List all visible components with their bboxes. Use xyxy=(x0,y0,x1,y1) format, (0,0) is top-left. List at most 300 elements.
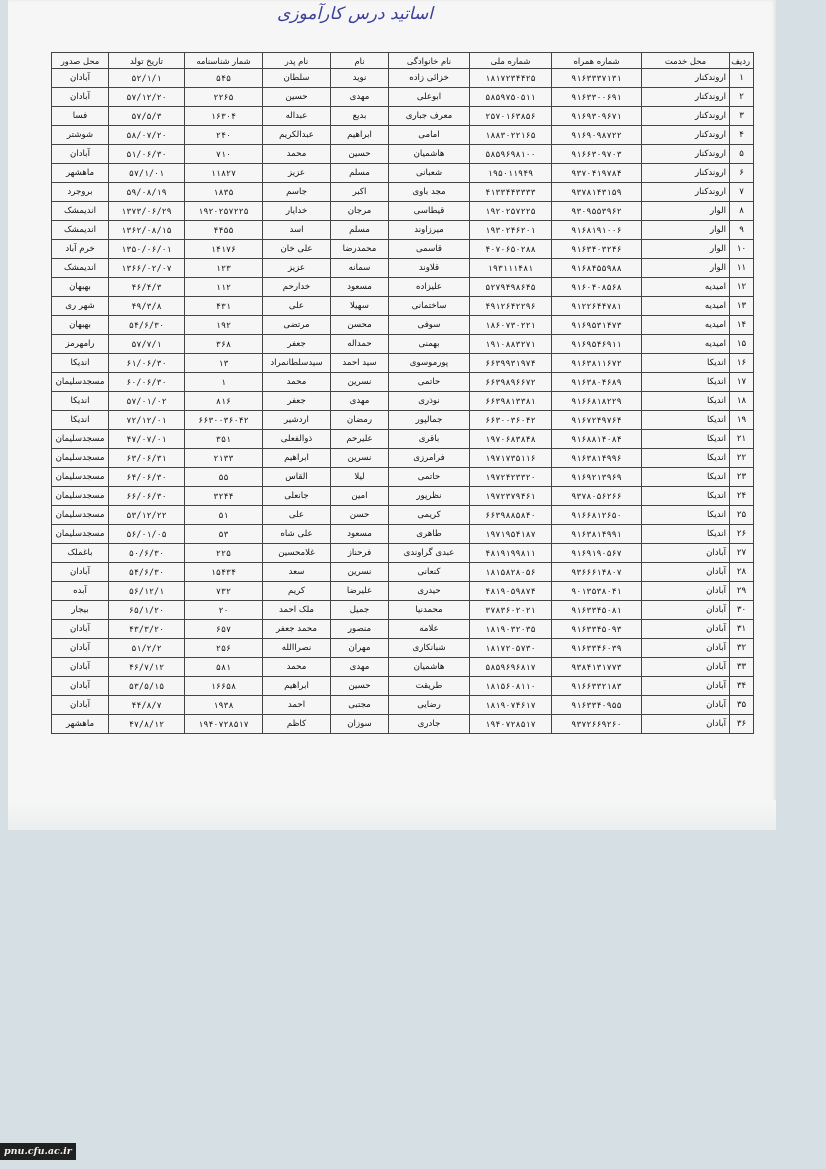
table-cell: اروندکنار xyxy=(642,69,730,88)
table-cell: مجد باوی xyxy=(389,183,470,202)
table-cell: ۵۱ xyxy=(185,506,263,525)
table-cell: رمضان xyxy=(331,411,389,430)
table-cell: اندیکا xyxy=(642,354,730,373)
table-cell: ۵۷/۵/۳ xyxy=(109,107,185,126)
table-cell: الوار xyxy=(642,259,730,278)
table-cell: ملک احمد xyxy=(263,601,331,620)
table-cell: ۱۸۱۷۲۳۴۴۲۵ xyxy=(470,69,552,88)
table-cell: ۴۹/۳/۸ xyxy=(109,297,185,316)
table-cell: غلامحسین xyxy=(263,544,331,563)
table-cell: پورموسوی xyxy=(389,354,470,373)
table-cell: آبادان xyxy=(642,696,730,715)
table-cell: ۲۵۶ xyxy=(185,639,263,658)
table-row xyxy=(52,69,754,88)
table-cell: ۴۸۱۹۱۹۹۸۱۱ xyxy=(470,544,552,563)
table-cell: هاشمیان xyxy=(389,145,470,164)
table-cell: مسعود xyxy=(331,278,389,297)
table-cell: ۸۱۶ xyxy=(185,392,263,411)
table-header-row xyxy=(52,53,754,69)
table-cell: ۴۰۷۰۶۵۰۲۸۸ xyxy=(470,240,552,259)
table-cell: امین xyxy=(331,487,389,506)
table-cell: ۲۲۵ xyxy=(185,544,263,563)
table-cell: مهدی xyxy=(331,88,389,107)
table-row xyxy=(52,696,754,715)
table-cell: ۱۸۱۵۶۰۸۱۱۰ xyxy=(470,677,552,696)
table-cell: ۵۳ xyxy=(185,525,263,544)
table-cell: شهر ری xyxy=(52,297,109,316)
table-cell: ۱۸۶۰۷۳۰۲۲۱ xyxy=(470,316,552,335)
table-cell: ۹۳۷۲۶۶۹۲۶۰ xyxy=(552,715,642,734)
table-cell: اروندکنار xyxy=(642,107,730,126)
table-cell: عبدالکریم xyxy=(263,126,331,145)
table-cell: ۲۵ xyxy=(730,506,754,525)
table-cell: ۵۴/۶/۳۰ xyxy=(109,316,185,335)
table-cell: منصور xyxy=(331,620,389,639)
table-cell: ۳ xyxy=(730,107,754,126)
table-cell: نسرین xyxy=(331,563,389,582)
table-cell: محمد xyxy=(263,373,331,392)
table-cell: ۹۱۶۸۸۱۴۰۸۴ xyxy=(552,430,642,449)
table-cell: امامی xyxy=(389,126,470,145)
column-header: نام xyxy=(331,53,389,69)
table-row xyxy=(52,164,754,183)
table-cell: ۹۳۰۹۵۵۳۹۶۲ xyxy=(552,202,642,221)
table-cell: مسلم xyxy=(331,164,389,183)
table-cell: ۹۱۶۳۸۰۴۶۸۹ xyxy=(552,373,642,392)
table-cell: ۴۳/۳/۲۰ xyxy=(109,620,185,639)
table-cell: ۱۹۳۱۱۱۴۸۱ xyxy=(470,259,552,278)
table-cell: ۶۱/۰۶/۳۰ xyxy=(109,354,185,373)
table-cell: ۱۱۸۲۷ xyxy=(185,164,263,183)
table-row xyxy=(52,107,754,126)
table-cell: محمدنیا xyxy=(389,601,470,620)
table-cell: اندیمشک xyxy=(52,202,109,221)
table-cell: عزیز xyxy=(263,164,331,183)
table-cell: ۵۲۷۹۴۹۸۶۴۵ xyxy=(470,278,552,297)
table-body xyxy=(52,69,754,734)
table-cell: ۱۳۷۳/۰۶/۲۹ xyxy=(109,202,185,221)
table-cell: ۷۱۰ xyxy=(185,145,263,164)
table-cell: بهمنی xyxy=(389,335,470,354)
table-cell: سیدسلطانمراد xyxy=(263,354,331,373)
table-cell: سهیلا xyxy=(331,297,389,316)
table-cell: ۵۵ xyxy=(185,468,263,487)
table-cell: ۹۱۶۷۲۴۹۷۶۴ xyxy=(552,411,642,430)
table-row xyxy=(52,240,754,259)
table-cell: ۹۱۶۶۳۰۹۷۰۳ xyxy=(552,145,642,164)
column-header: شمار شناسنامه xyxy=(185,53,263,69)
table-cell: هاشمیان xyxy=(389,658,470,677)
table-cell: آبادان xyxy=(642,677,730,696)
table-cell: قلاوند xyxy=(389,259,470,278)
table-cell: حیدری xyxy=(389,582,470,601)
table-cell: ۹۱۲۲۶۴۴۷۸۱ xyxy=(552,297,642,316)
table-cell: ۹۱۶۹۵۳۱۴۷۳ xyxy=(552,316,642,335)
table-cell: آبادان xyxy=(52,658,109,677)
table-row xyxy=(52,658,754,677)
table-cell: ۱۹۷۱۹۵۴۱۸۷ xyxy=(470,525,552,544)
table-row xyxy=(52,487,754,506)
table-cell: ابراهیم xyxy=(263,449,331,468)
table-cell: محمد xyxy=(263,658,331,677)
table-row xyxy=(52,506,754,525)
table-cell: علی xyxy=(263,506,331,525)
table-cell: الوار xyxy=(642,240,730,259)
table-cell: ۲۲۶۵ xyxy=(185,88,263,107)
table-cell: ۹۱۶۰۴۰۸۵۶۸ xyxy=(552,278,642,297)
table-cell: ۵۸۵۹۷۵۰۵۱۱ xyxy=(470,88,552,107)
table-cell: ۵۴۵ xyxy=(185,69,263,88)
table-cell: ۱۹۷۲۴۲۳۳۲۰ xyxy=(470,468,552,487)
table-cell: آبادان xyxy=(52,639,109,658)
table-cell: اندیکا xyxy=(52,411,109,430)
table-cell: مسجدسلیمان xyxy=(52,430,109,449)
table-cell: باقری xyxy=(389,430,470,449)
table-cell: اروندکنار xyxy=(642,126,730,145)
table-cell: ۲۵۷۰۱۶۳۸۵۶ xyxy=(470,107,552,126)
table-cell: خرم آباد xyxy=(52,240,109,259)
table-cell: حاتمی xyxy=(389,373,470,392)
table-cell: حاتمی xyxy=(389,468,470,487)
table-cell: ۱۸۳۵ xyxy=(185,183,263,202)
table-cell: مسجدسلیمان xyxy=(52,525,109,544)
table-cell: مسجدسلیمان xyxy=(52,449,109,468)
table-cell: مسجدسلیمان xyxy=(52,506,109,525)
table-cell: ۱۸۸۳۰۲۲۱۶۵ xyxy=(470,126,552,145)
table-cell: ۹۱۶۳۸۱۱۶۷۲ xyxy=(552,354,642,373)
table-cell: ۳۵۱ xyxy=(185,430,263,449)
table-cell: اندیمشک xyxy=(52,259,109,278)
table-cell: ۲ xyxy=(730,88,754,107)
table-cell: خدارحم xyxy=(263,278,331,297)
instructors-table xyxy=(51,52,754,734)
table-cell: جانعلی xyxy=(263,487,331,506)
table-cell: ۱۹۴۰۷۲۸۵۱۷ xyxy=(185,715,263,734)
table-cell: ۱۹۲ xyxy=(185,316,263,335)
table-cell: ۴۶/۴/۳ xyxy=(109,278,185,297)
table-cell: ۲۸ xyxy=(730,563,754,582)
table-cell: طریقت xyxy=(389,677,470,696)
table-row xyxy=(52,297,754,316)
table-cell: نسرین xyxy=(331,373,389,392)
table-cell: علی خان xyxy=(263,240,331,259)
table-cell: آبادان xyxy=(642,563,730,582)
table-cell: مرجان xyxy=(331,202,389,221)
table-cell: رامهرمز xyxy=(52,335,109,354)
table-cell: ۹۱۶۹۲۱۳۹۶۹ xyxy=(552,468,642,487)
table-cell: ۱۵ xyxy=(730,335,754,354)
column-header: محل خدمت xyxy=(642,53,730,69)
column-header: تاریخ تولد xyxy=(109,53,185,69)
table-cell: ۱۹۲۰۲۵۷۲۲۵ xyxy=(185,202,263,221)
table-row xyxy=(52,88,754,107)
table-cell: بیجار xyxy=(52,601,109,620)
table-row xyxy=(52,430,754,449)
table-row xyxy=(52,449,754,468)
table-cell: معرف جباری xyxy=(389,107,470,126)
table-cell: اندیکا xyxy=(52,392,109,411)
table-cell: ۱۳۶۶/۰۲/۰۷ xyxy=(109,259,185,278)
table-cell: آبادان xyxy=(642,582,730,601)
table-cell: قیطاسی xyxy=(389,202,470,221)
table-cell: ۱۸۱۹۰۳۲۰۳۵ xyxy=(470,620,552,639)
table-cell: لیلا xyxy=(331,468,389,487)
table-cell: ۵۰/۶/۳۰ xyxy=(109,544,185,563)
table-cell: مهدی xyxy=(331,392,389,411)
table-cell: ۵۷/۷/۱ xyxy=(109,335,185,354)
table-cell: اندیکا xyxy=(642,411,730,430)
table-cell: ۱۳۵۰/۰۶/۰۱ xyxy=(109,240,185,259)
table-cell: ۱۶۳۰۴ xyxy=(185,107,263,126)
table-cell: ۵۶/۱۲/۱ xyxy=(109,582,185,601)
table-cell: ۹۱۶۳۴۰۳۲۴۶ xyxy=(552,240,642,259)
table-row xyxy=(52,620,754,639)
table-cell: ۶۳/۰۶/۳۱ xyxy=(109,449,185,468)
table-row xyxy=(52,468,754,487)
table-cell: ۵۷/۱/۰۱ xyxy=(109,164,185,183)
table-cell: ۱۱۲ xyxy=(185,278,263,297)
table-cell: ۶۵/۱/۲۰ xyxy=(109,601,185,620)
table-cell: ۴۳۱ xyxy=(185,297,263,316)
table-cell: اکبر xyxy=(331,183,389,202)
table-cell: ۶۰/۰۶/۳۰ xyxy=(109,373,185,392)
table-cell: ۱۹۱۰۸۸۳۲۷۱ xyxy=(470,335,552,354)
table-cell: اروندکنار xyxy=(642,183,730,202)
table-cell: امیدیه xyxy=(642,335,730,354)
table-cell: ۱۹۳۰۲۴۶۲۰۱ xyxy=(470,221,552,240)
table-cell: جاسم xyxy=(263,183,331,202)
table-cell: ۶۶۳۰۰۳۶۰۴۲ xyxy=(470,411,552,430)
table-cell: ۹۱۶۳۳۰۰۶۹۱ xyxy=(552,88,642,107)
table-cell: ۹۱۶۳۳۴۵۰۸۱ xyxy=(552,601,642,620)
table-cell: القاس xyxy=(263,468,331,487)
table-cell: آبادان xyxy=(52,620,109,639)
table-cell: ۱۸ xyxy=(730,392,754,411)
table-cell: ۱۳۶۲/۰۸/۱۵ xyxy=(109,221,185,240)
table-cell: الوار xyxy=(642,221,730,240)
table-cell: ۲۱۳۳ xyxy=(185,449,263,468)
table-cell: اندیکا xyxy=(642,525,730,544)
table-cell: باغملک xyxy=(52,544,109,563)
table-cell: ۱۹۷۲۳۷۹۴۶۱ xyxy=(470,487,552,506)
table-cell: آبادان xyxy=(642,658,730,677)
table-cell: ۲۰ xyxy=(185,601,263,620)
table-cell: ۹ xyxy=(730,221,754,240)
table-cell: سوفی xyxy=(389,316,470,335)
table-cell: ابراهیم xyxy=(263,677,331,696)
table-cell: ۴۷/۸/۱۲ xyxy=(109,715,185,734)
table-cell: ابوعلی xyxy=(389,88,470,107)
table-row xyxy=(52,316,754,335)
table-cell: ۶۶۳۹۸۸۵۸۴۰ xyxy=(470,506,552,525)
column-header: نام پدر xyxy=(263,53,331,69)
table-cell: فسا xyxy=(52,107,109,126)
table-cell: آبادان xyxy=(52,88,109,107)
table-cell: ۵۸/۰۷/۲۰ xyxy=(109,126,185,145)
table-row xyxy=(52,259,754,278)
table-cell: ۵۱/۲/۲ xyxy=(109,639,185,658)
table-cell: نظرپور xyxy=(389,487,470,506)
table-cell: ۱۵۴۳۴ xyxy=(185,563,263,582)
table-row xyxy=(52,202,754,221)
table-cell: مهران xyxy=(331,639,389,658)
table-cell: ۶۴/۰۶/۳۰ xyxy=(109,468,185,487)
table-cell: ۴۱۳۳۴۴۳۳۳۳ xyxy=(470,183,552,202)
table-cell: آبادان xyxy=(52,677,109,696)
table-cell: کریم xyxy=(263,582,331,601)
table-cell: ۱۲ xyxy=(730,278,754,297)
site-watermark: pnu.cfu.ac.ir xyxy=(0,1143,76,1160)
table-cell: ۹۳۶۶۶۱۴۸۰۷ xyxy=(552,563,642,582)
table-cell: ۱۸۱۷۲۰۵۷۳۰ xyxy=(470,639,552,658)
table-cell: حسین xyxy=(331,677,389,696)
table-cell: سوزان xyxy=(331,715,389,734)
table-row xyxy=(52,126,754,145)
table-cell: ۱۳ xyxy=(730,297,754,316)
table-cell: ۳۲ xyxy=(730,639,754,658)
table-cell: ۳۶۸ xyxy=(185,335,263,354)
table-cell: مجتبی xyxy=(331,696,389,715)
table-cell: محسن xyxy=(331,316,389,335)
table-cell: مهدی xyxy=(331,658,389,677)
table-cell: ۹۱۶۶۸۱۲۶۵۰ xyxy=(552,506,642,525)
table-cell: ۸ xyxy=(730,202,754,221)
table-cell: ۶۶/۰۶/۳۰ xyxy=(109,487,185,506)
table-cell: نصراالله xyxy=(263,639,331,658)
table-cell: جمالپور xyxy=(389,411,470,430)
table-cell: آبادان xyxy=(52,69,109,88)
table-cell: علیرضا xyxy=(331,582,389,601)
table-cell: مرتضی xyxy=(263,316,331,335)
table-cell: عزیز xyxy=(263,259,331,278)
table-cell: ۱۹۲۰۲۵۷۲۲۵ xyxy=(470,202,552,221)
table-cell: ۷۲/۱۲/۰۱ xyxy=(109,411,185,430)
table-cell: ۵۸۵۹۶۹۸۱۰۰ xyxy=(470,145,552,164)
table-row xyxy=(52,677,754,696)
table-cell: حسن xyxy=(331,506,389,525)
table-cell: عبداله xyxy=(263,107,331,126)
table-cell: رضایی xyxy=(389,696,470,715)
table-cell: ۱۹ xyxy=(730,411,754,430)
table-cell: ۹۱۶۹۰۹۸۷۲۲ xyxy=(552,126,642,145)
table-cell: کاظم xyxy=(263,715,331,734)
table-cell: فرامرزی xyxy=(389,449,470,468)
table-row xyxy=(52,221,754,240)
table-cell: ۹۱۶۳۸۱۴۹۹۱ xyxy=(552,525,642,544)
table-cell: جمیل xyxy=(331,601,389,620)
table-cell: ماهشهر xyxy=(52,164,109,183)
table-cell: ۷ xyxy=(730,183,754,202)
table-cell: ۳۵ xyxy=(730,696,754,715)
table-cell: شوشتر xyxy=(52,126,109,145)
table-cell: ۲۶ xyxy=(730,525,754,544)
table-cell: ۱۴۱۷۶ xyxy=(185,240,263,259)
table-row xyxy=(52,278,754,297)
table-cell: ۹۳۸۴۱۳۱۷۷۳ xyxy=(552,658,642,677)
table-cell: ۴۶/۷/۱۲ xyxy=(109,658,185,677)
table-cell: ۳۱ xyxy=(730,620,754,639)
table-cell: بهبهان xyxy=(52,278,109,297)
table-cell: آبادان xyxy=(642,544,730,563)
table-cell: ۹۱۶۹۳۰۹۶۷۱ xyxy=(552,107,642,126)
table-cell: اندیمشک xyxy=(52,221,109,240)
table-cell: نوذری xyxy=(389,392,470,411)
table-cell: ۹۱۶۳۸۱۴۹۹۶ xyxy=(552,449,642,468)
table-cell: ۱۲۳ xyxy=(185,259,263,278)
table-cell: محمدرضا xyxy=(331,240,389,259)
table-cell: ۵۹/۰۸/۱۹ xyxy=(109,183,185,202)
table-cell: ۱۴ xyxy=(730,316,754,335)
table-cell: ۱۹۵۰۱۱۹۴۹ xyxy=(470,164,552,183)
table-cell: ۱۷ xyxy=(730,373,754,392)
table-cell: عبدی گراوندی xyxy=(389,544,470,563)
table-cell: علیرحم xyxy=(331,430,389,449)
table-cell: ۱ xyxy=(185,373,263,392)
table-cell: ۱ xyxy=(730,69,754,88)
table-cell: فرحناز xyxy=(331,544,389,563)
table-cell: مسلم xyxy=(331,221,389,240)
table-cell: ۳۰ xyxy=(730,601,754,620)
table-cell: ۲۱ xyxy=(730,430,754,449)
table-cell: نوید xyxy=(331,69,389,88)
table-cell: ۴۷/۰۷/۰۱ xyxy=(109,430,185,449)
table-cell: ۴۸۱۹۰۵۹۸۷۴ xyxy=(470,582,552,601)
table-cell: جعفر xyxy=(263,335,331,354)
table-cell: ذوالفعلی xyxy=(263,430,331,449)
table-cell: ۶ xyxy=(730,164,754,183)
table-cell: جادری xyxy=(389,715,470,734)
table-cell: اردشیر xyxy=(263,411,331,430)
table-row xyxy=(52,354,754,373)
table-cell: آبادان xyxy=(52,145,109,164)
table-cell: ۵۷/۱۲/۲۰ xyxy=(109,88,185,107)
table-row xyxy=(52,183,754,202)
table-cell: ۵۶/۰۱/۰۵ xyxy=(109,525,185,544)
table-cell: ۲۴ xyxy=(730,487,754,506)
table-cell: ۶۶۳۹۹۳۱۹۷۴ xyxy=(470,354,552,373)
table-cell: ۵ xyxy=(730,145,754,164)
column-header: نام خانوادگی xyxy=(389,53,470,69)
table-cell: ۵۴/۶/۳۰ xyxy=(109,563,185,582)
table-cell: آبده xyxy=(52,582,109,601)
table-cell: ۲۴۰ xyxy=(185,126,263,145)
table-cell: آبادان xyxy=(52,696,109,715)
table-cell: حسین xyxy=(263,88,331,107)
table-cell: ۹۱۶۸۴۵۵۹۸۸ xyxy=(552,259,642,278)
table-cell: ۶۵۷ xyxy=(185,620,263,639)
table-row xyxy=(52,145,754,164)
table-cell: محمد جعفر xyxy=(263,620,331,639)
table-cell: ۵۱/۰۶/۳۰ xyxy=(109,145,185,164)
table-cell: ۹۱۶۳۳۴۶۰۳۹ xyxy=(552,639,642,658)
table-cell: امیدیه xyxy=(642,297,730,316)
table-cell: حسین xyxy=(331,145,389,164)
table-cell: ۵۳/۵/۱۵ xyxy=(109,677,185,696)
document-title: اساتید درس کارآموزی xyxy=(277,4,433,24)
table-cell: ۱۶۶۵۸ xyxy=(185,677,263,696)
table-cell: شبانکاری xyxy=(389,639,470,658)
table-cell: ۹۱۶۶۸۱۸۲۲۹ xyxy=(552,392,642,411)
table-cell: سید احمد xyxy=(331,354,389,373)
table-cell: ۱۰ xyxy=(730,240,754,259)
table-cell: ۳۴ xyxy=(730,677,754,696)
column-header: ردیف xyxy=(730,53,754,69)
table-cell: آبادان xyxy=(642,620,730,639)
table-cell: ۹۱۶۳۳۴۵۰۹۳ xyxy=(552,620,642,639)
table-cell: ۹۱۶۳۳۴۰۹۵۵ xyxy=(552,696,642,715)
table-cell: ۳۷۸۳۶۰۲۰۲۱ xyxy=(470,601,552,620)
table-cell: الوار xyxy=(642,202,730,221)
